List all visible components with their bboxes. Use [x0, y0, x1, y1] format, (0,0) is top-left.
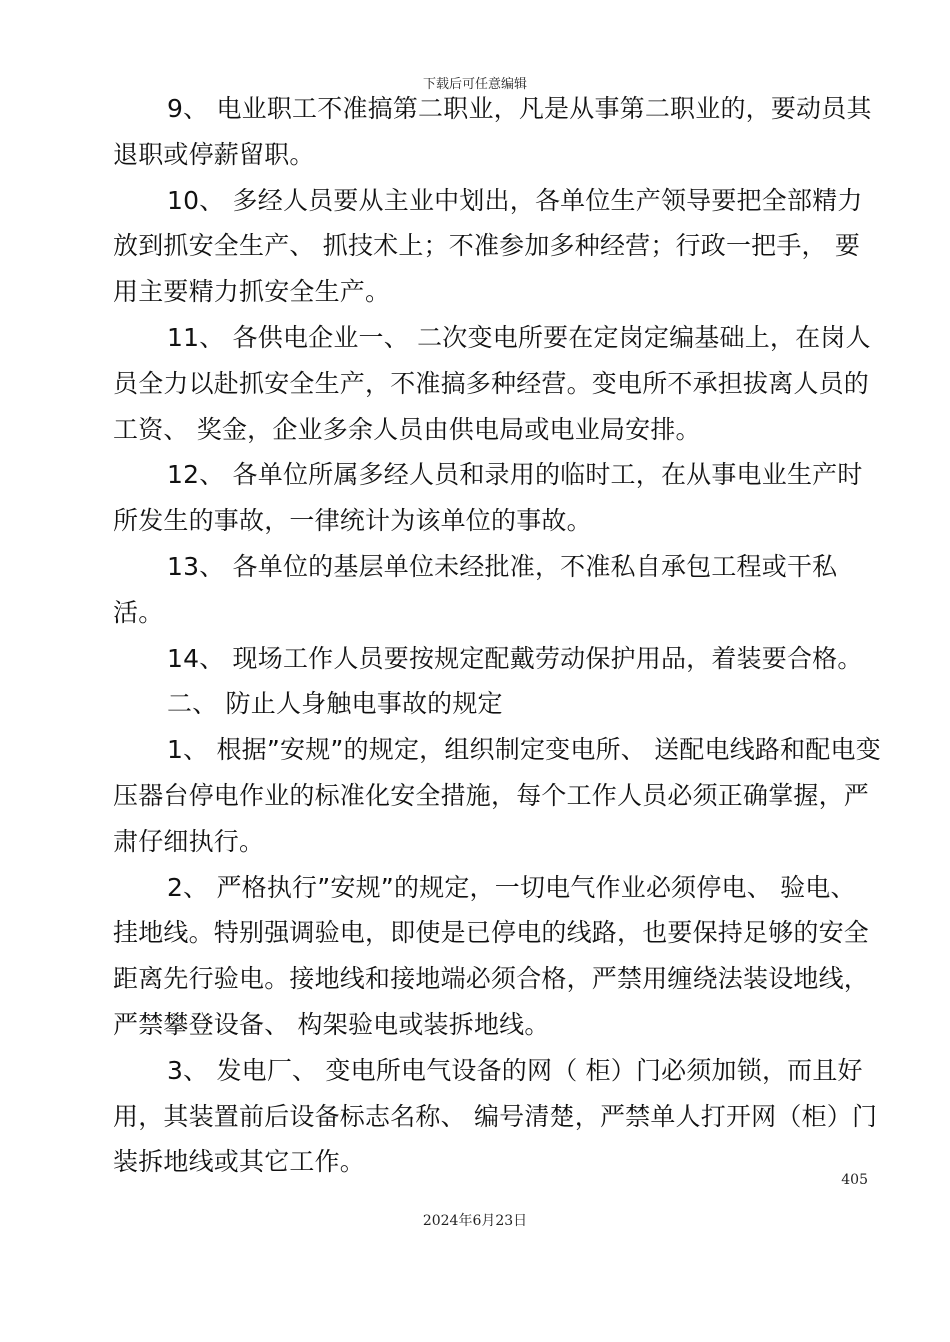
paragraph-s2-3: 3、 发电厂、 变电所电气设备的网（ 柜）门必须加锁，而且好用，其装置前后设备标志名称、 编号清楚，严禁单人打开网（柜）门装拆地线或其它工作。	[113, 1055, 878, 1177]
paragraph-14: 14、 现场工作人员要按规定配戴劳动保护用品，着装要合格。	[167, 643, 863, 673]
paragraph-s2-2: 2、 严格执行”安规”的规定，一切电气作业必须停电、 验电、 挂地线。特别强调验电，即使是已停电的线路，也要保持足够的安全距离先行验电。接地线和接地端必须合格，严禁用缠绕法装设地线，严禁攀登设备、 构架验电或装拆地线。	[113, 872, 870, 1039]
footer-date: 2024年6月23日	[422, 1213, 528, 1229]
body-text	[113, 86, 883, 1185]
section-heading-2: 二、 防止人身触电事故的规定	[167, 689, 503, 719]
paragraph-s2-1: 1、 根据”安规”的规定，组织制定变电所、 送配电线路和配电变压器台停电作业的标准化安全措施，每个工作人员必须正确掌握，严肃仔细执行。	[113, 735, 881, 856]
paragraph-10: 10、 多经人员要从主业中划出，各单位生产领导要把全部精力放到抓安全生产、 抓技术上；不准参加多种经营；行政一把手， 要用主要精力抓安全生产。	[113, 185, 863, 307]
page-number: 405	[841, 1172, 868, 1188]
header-note: 下载后可任意编辑	[422, 77, 527, 92]
paragraph-9: 9、 电业职工不准搞第二职业，凡是从事第二职业的，要动员其退职或停薪留职。	[113, 94, 872, 169]
paragraph-11: 11、 各供电企业一、 二次变电所要在定岗定编基础上，在岗人员全力以赴抓安全生产，不准搞多种经营。变电所不承担拔离人员的工资、 奖金，企业多余人员由供电局或电业局安排。	[113, 322, 871, 444]
paragraph-13: 13、 各单位的基层单位未经批准，不准私自承包工程或干私活。	[113, 551, 838, 627]
paragraph-12: 12、 各单位所属多经人员和录用的临时工，在从事电业生产时所发生的事故，一律统计为该单位的事故。	[113, 460, 863, 536]
